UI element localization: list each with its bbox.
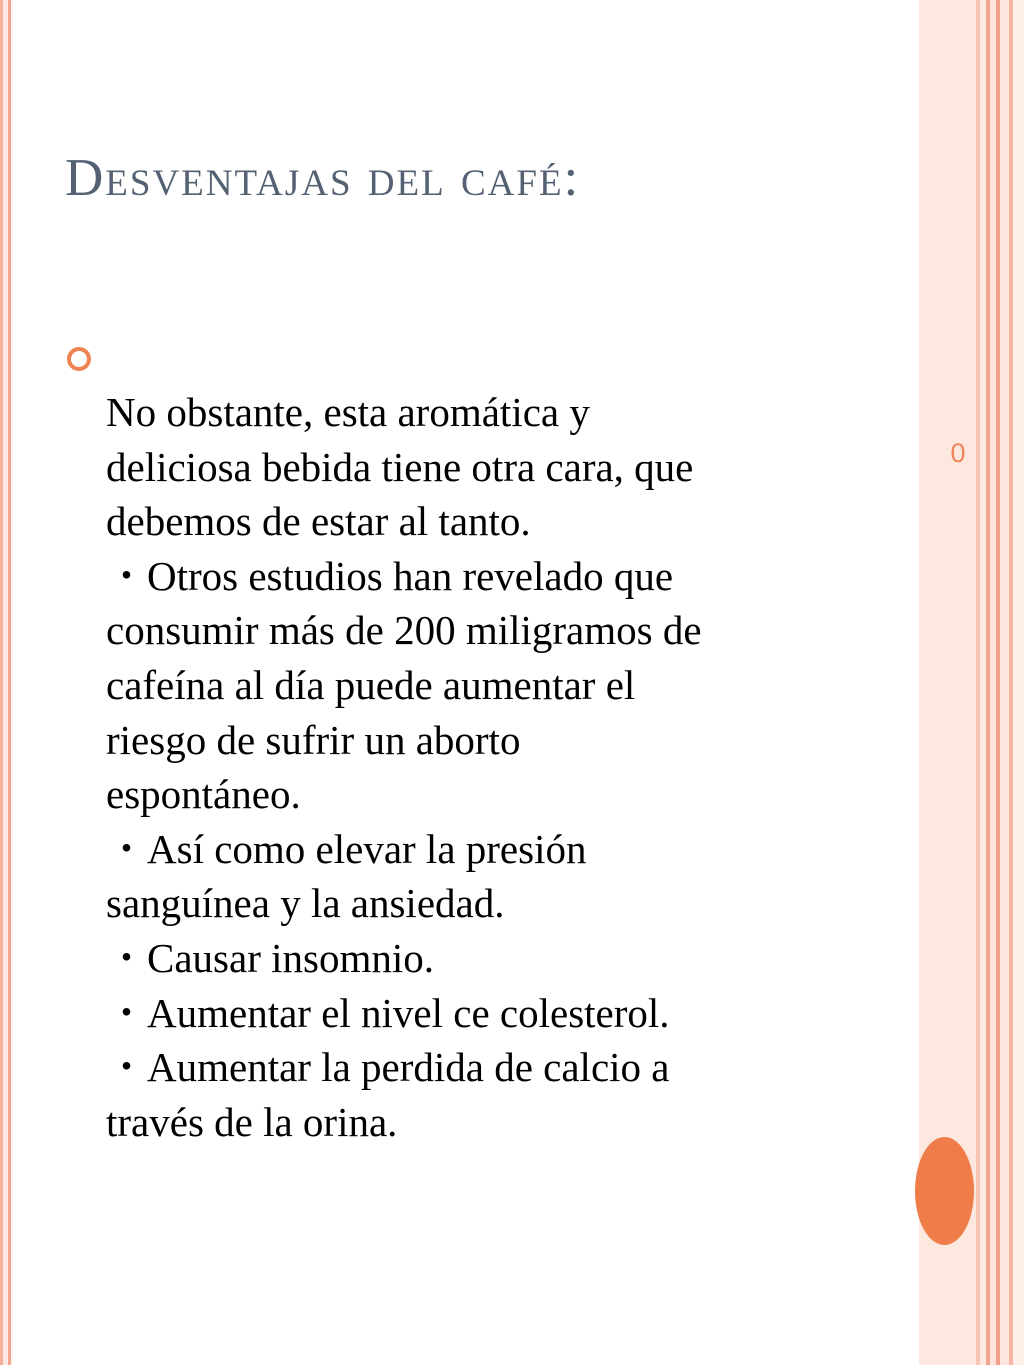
body-line: ・Aumentar el nivel ce colesterol. <box>106 989 670 1036</box>
body-line: ・Así como elevar la presión <box>106 825 587 872</box>
body-line: sanguínea y la ansiedad. <box>106 880 505 927</box>
body-line: través de la orina. <box>106 1098 398 1145</box>
body-line: espontáneo. <box>106 771 301 818</box>
body-line: consumir más de 200 miligramos de <box>106 607 702 654</box>
body-line: No obstante, esta aromática y <box>106 389 590 435</box>
left-border-stripe <box>11 0 13 1365</box>
body-line: debemos de estar al tanto. <box>106 498 531 545</box>
orange-oval-decoration <box>915 1137 974 1245</box>
right-border-stripe <box>1000 0 1009 1365</box>
body-line: ・Otros estudios han revelado que <box>106 552 674 599</box>
ring-bullet-icon <box>67 347 91 371</box>
slide-title: Desventajas del café: <box>65 149 581 207</box>
slide-body <box>106 385 906 1149</box>
body-line: ・Aumentar la perdida de calcio a <box>106 1044 670 1091</box>
slide-number: 0 <box>950 438 966 468</box>
right-border-stripe <box>1013 0 1024 1365</box>
body-line: cafeína al día puede aumentar el <box>106 661 636 708</box>
body-line: riesgo de sufrir un aborto <box>106 716 521 763</box>
body-line: ・Causar insomnio. <box>106 934 434 981</box>
body-line: deliciosa bebida tiene otra cara, que <box>106 443 694 490</box>
